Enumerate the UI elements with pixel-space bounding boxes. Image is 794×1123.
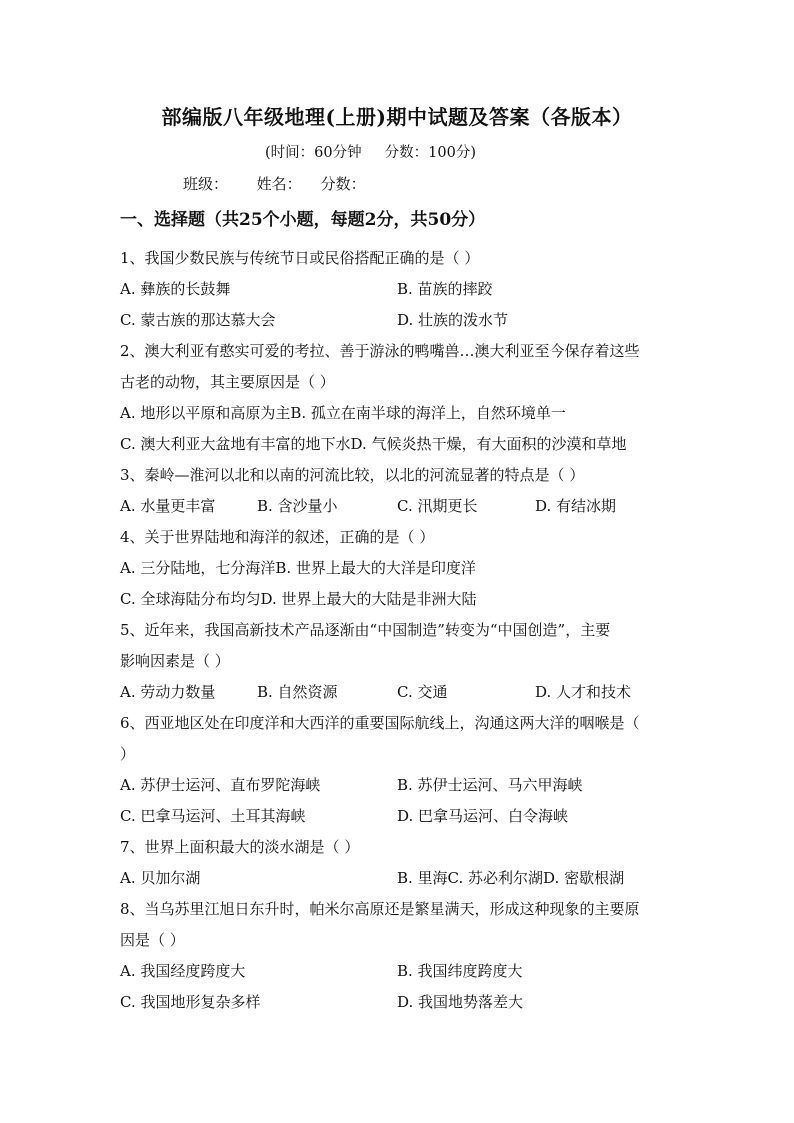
answer-option: D. 有结冰期	[535, 497, 617, 515]
answer-option: C. 我国地形复杂多样	[120, 993, 261, 1011]
answer-option: A. 苏伊士运河、直布罗陀海峡	[120, 776, 321, 794]
question-stem: 7、世界上面积最大的淡水湖是（ ）	[120, 838, 360, 856]
answer-option: A. 水量更丰富	[120, 497, 216, 515]
question-stem: 4、关于世界陆地和海洋的叙述，正确的是（ ）	[120, 528, 435, 546]
answer-option: B. 苏伊士运河、马六甲海峡	[397, 776, 583, 794]
question-stem: 5、近年来，我国高新技术产品逐渐由“中国制造”转变为“中国创造”，主要	[120, 621, 611, 639]
answer-option: C. 汛期更长	[397, 497, 478, 515]
time-score-line: (时间：60分钟 分数：100分)	[265, 145, 476, 161]
answer-option: C. 全球海陆分布均匀D. 世界上最大的大陆是非洲大陆	[120, 590, 477, 608]
question-stem: 影响因素是（ ）	[120, 652, 230, 670]
answer-option: B. 我国纬度跨度大	[397, 962, 523, 980]
question-stem: 6、西亚地区处在印度洋和大西洋的重要国际航线上，沟通这两大洋的咽喉是（	[120, 714, 640, 732]
answer-option: A. 我国经度跨度大	[120, 962, 246, 980]
question-stem: 1、我国少数民族与传统节日或民俗搭配正确的是（ ）	[120, 249, 480, 267]
answer-option: C. 巴拿马运河、土耳其海峡	[120, 807, 306, 825]
question-stem: 2、澳大利亚有憨实可爱的考拉、善于游泳的鸭嘴兽…澳大利亚至今保存着这些	[120, 342, 640, 360]
question-stem: 因是（ ）	[120, 931, 185, 949]
answer-option: A. 贝加尔湖	[120, 869, 201, 887]
answer-option: C. 蒙古族的那达慕大会	[120, 311, 276, 329]
answer-option: B. 里海C. 苏必利尔湖D. 密歇根湖	[397, 869, 625, 887]
section-heading-choice: 一、选择题（共25个小题，每题2分，共50分）	[120, 210, 486, 230]
answer-option: B. 含沙量小	[257, 497, 338, 515]
answer-option: B. 自然资源	[257, 683, 338, 701]
answer-option: D. 巴拿马运河、白令海峡	[397, 807, 569, 825]
question-stem: 8、当乌苏里江旭日东升时，帕米尔高原还是繁星满天，形成这种现象的主要原	[120, 900, 640, 918]
answer-option: D. 我国地势落差大	[397, 993, 524, 1011]
answer-option: D. 人才和技术	[535, 683, 632, 701]
answer-option: C. 澳大利亚大盆地有丰富的地下水D. 气候炎热干燥，有大面积的沙漠和草地	[120, 435, 627, 453]
answer-option: A. 地形以平原和高原为主B. 孤立在南半球的海洋上，自然环境单一	[120, 404, 566, 422]
answer-option: B. 苗族的摔跤	[397, 280, 493, 298]
answer-option: A. 三分陆地，七分海洋B. 世界上最大的大洋是印度洋	[120, 559, 476, 577]
answer-option: C. 交通	[397, 683, 448, 701]
answer-option: D. 壮族的泼水节	[397, 311, 509, 329]
question-stem: ）	[120, 745, 136, 763]
exam-title: 部编版八年级地理(上册)期中试题及答案（各版本）	[161, 105, 633, 129]
answer-option: A. 彝族的长鼓舞	[120, 280, 231, 298]
student-info-line: 班级： 姓名： 分数：	[183, 175, 366, 193]
question-stem: 3、秦岭—淮河以北和以南的河流比较，以北的河流显著的特点是（ ）	[120, 466, 585, 484]
question-stem: 古老的动物，其主要原因是（ ）	[120, 373, 335, 391]
answer-option: A. 劳动力数量	[120, 683, 216, 701]
